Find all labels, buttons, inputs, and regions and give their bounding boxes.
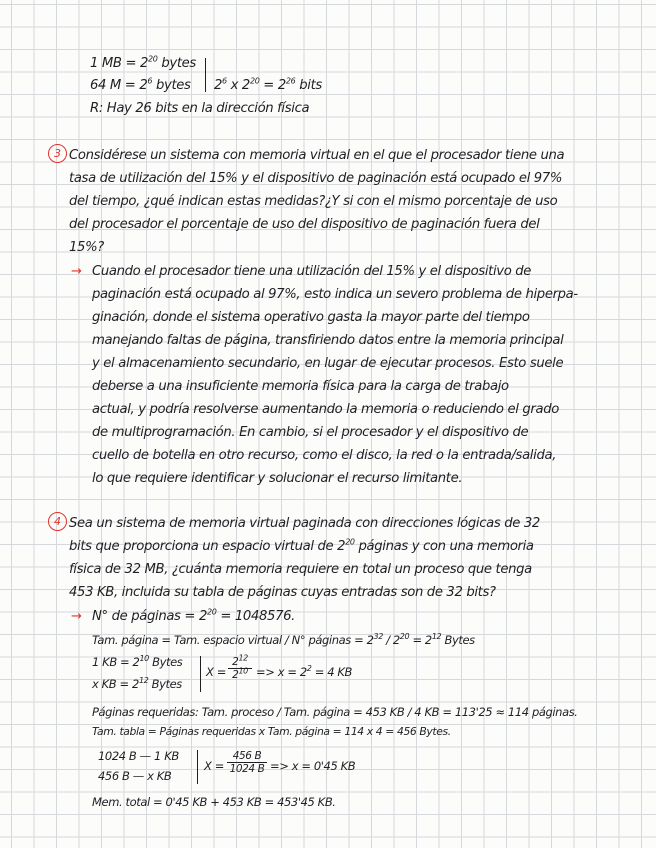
q2-line-1mb: 1 MB = $2^{20}$ bytes <box>90 54 196 71</box>
q2-answer: R: Hay 26 bits en la dirección física <box>90 101 310 116</box>
q4-bytes-line-2: 456 B — x KB <box>98 769 172 783</box>
q4-x-eq: X = <box>206 665 226 679</box>
q3-question-line: del procesador el porcentaje de uso del dispositivo de paginación fuera del <box>69 217 540 232</box>
q3-answer-line: paginación está ocupado al 97%, esto indica un severo problema de hiperpa- <box>92 287 578 302</box>
q4-question-line: Sea un sistema de memoria virtual paginada con direcciones lógicas de 32 <box>69 516 540 531</box>
q3-answer-line: manejando faltas de página, transfiriendo datos entre la memoria principal <box>92 333 564 348</box>
q3-answer-line: lo que requiere identificar y solucionar el recurso limitante. <box>92 471 463 486</box>
q4-question-line: 453 KB, incluida su tabla de páginas cuyas entradas son de 32 bits? <box>69 585 496 600</box>
q3-answer-line: cuello de botella en otro recurso, como el disco, la red o la entrada/salida, <box>92 448 557 463</box>
q3-answer-line: Cuando el procesador tiene una utilización del 15% y el dispositivo de <box>92 264 532 279</box>
q4-kb-line-1: 1 KB = $2^{10}$ Bytes <box>92 654 183 669</box>
q3-question-line: tasa de utilización del 15% y el dispositivo de paginación está ocupado el 97% <box>69 171 563 186</box>
q4-bytes-line-1: 1024 B — 1 KB <box>98 749 179 763</box>
q4-n-pages: N° de páginas = $2^{20} = 1048576$. <box>92 607 295 624</box>
q4-question-line: física de 32 MB, ¿cuánta memoria requiere en total un proceso que tenga <box>69 562 532 577</box>
q4-fraction-1-den: $2^{10}$ <box>232 666 248 681</box>
q4-paginas-requeridas: Páginas requeridas: Tam. proceso / Tam. página = 453 KB / 4 KB = 113'25 ≈ 114 páginas. <box>92 705 578 719</box>
q4-tam-pagina: Tam. página = Tam. espacio virtual / N° páginas = $2^{32} / 2^{20} = 2^{12}$ Bytes <box>92 632 475 647</box>
arrow-icon: → <box>71 264 82 279</box>
brace <box>200 656 201 692</box>
question-number-3: 3 <box>48 144 67 163</box>
q4-x-eq-2: X = <box>204 759 224 773</box>
q4-question-line: bits que proporciona un espacio virtual de $2^{20}$ páginas y con una memoria <box>69 537 534 554</box>
q4-mem-total: Mem. total = 0'45 KB + 453 KB = 453'45 KB. <box>92 795 336 809</box>
arrow-icon: → <box>71 609 82 624</box>
q4-kb-line-2: x KB = $2^{12}$ Bytes <box>92 676 182 691</box>
brace <box>205 58 206 92</box>
q4-fraction-1-num: $2^{12}$ <box>228 656 252 669</box>
q4-fraction-2-den: 1024 B <box>229 763 265 775</box>
q3-answer-line: ginación, donde el sistema operativo gasta la mayor parte del tiempo <box>92 310 530 325</box>
q4-fraction-2-num: 456 B <box>227 750 267 763</box>
q4-fraction-1 <box>228 653 252 681</box>
question-number-4: 4 <box>48 512 67 531</box>
q3-answer-line: de multiprogramación. En cambio, si el procesador y el dispositivo de <box>92 425 529 440</box>
q2-line-bits: $2^6$ x $2^{20} = 2^{26}$ bits <box>214 76 322 93</box>
q3-answer-line: deberse a una insuficiente memoria física para la carga de trabajo <box>92 379 509 394</box>
q3-question-line: Considérese un sistema con memoria virtual en el que el procesador tiene una <box>69 148 565 163</box>
q3-question-line: 15%? <box>69 240 104 255</box>
q4-x-result-2: => x = 0'45 KB <box>270 759 356 773</box>
q2-line-64m: 64 $M = 2^6$ bytes <box>90 76 191 93</box>
q4-tam-tabla: Tam. tabla = Páginas requeridas x Tam. página = 114 x 4 = 456 Bytes. <box>92 725 451 738</box>
q4-fraction-2 <box>227 750 267 775</box>
q3-answer-line: actual, y podría resolverse aumentando la memoria o reduciendo el grado <box>92 402 559 417</box>
q3-answer-line: y el almacenamiento secundario, en lugar de ejecutar procesos. Esto suele <box>92 356 564 371</box>
q3-question-line: del tiempo, ¿qué indican estas medidas?¿Y si con el mismo porcentaje de uso <box>69 194 558 209</box>
brace <box>197 750 198 784</box>
q4-x-result: => $x = 2^2 = 4$ KB <box>256 664 353 679</box>
